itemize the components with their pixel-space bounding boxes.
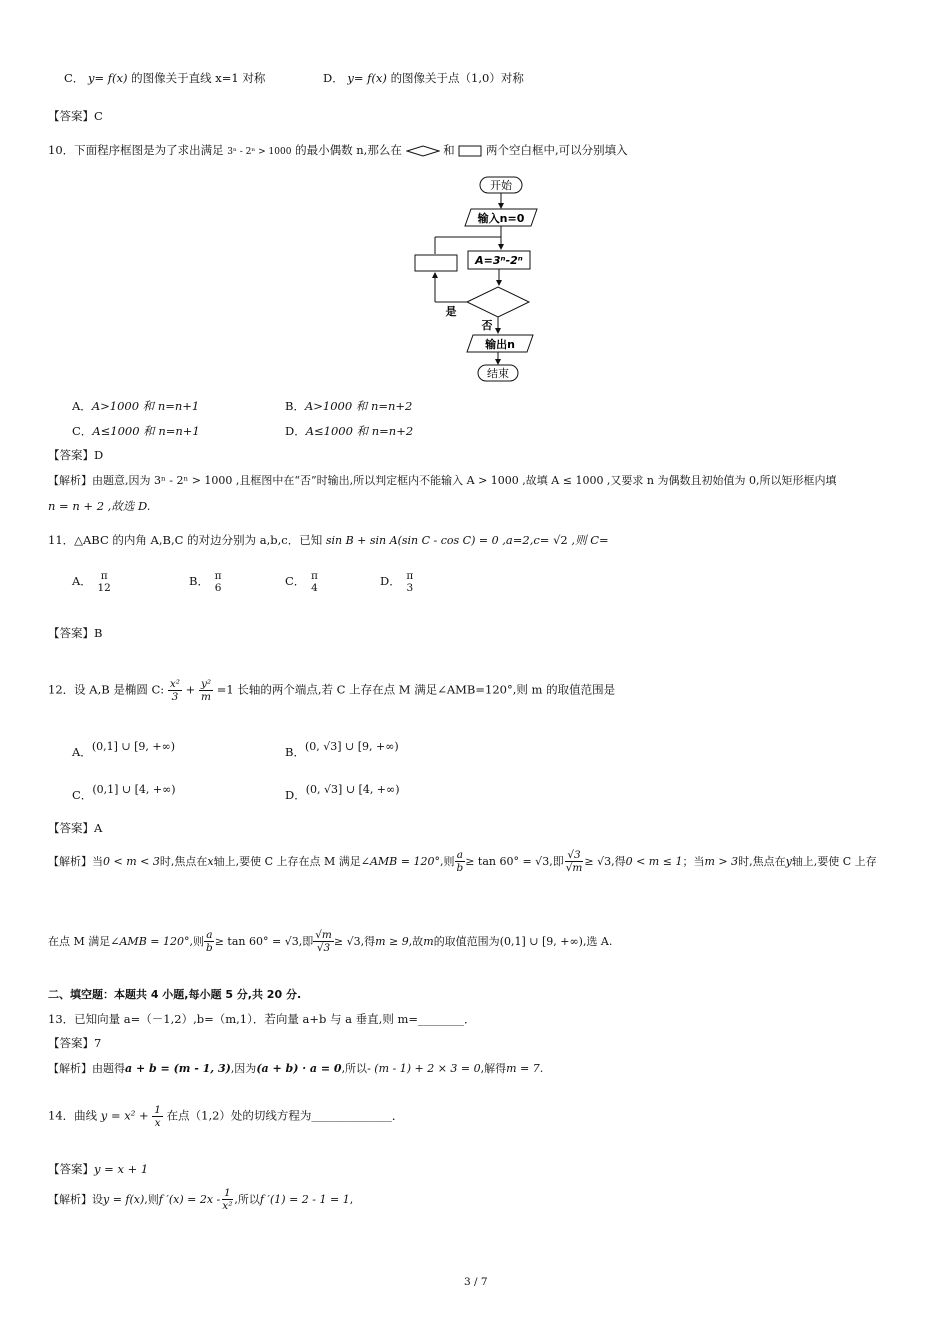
flow-decision xyxy=(467,287,529,317)
q11-option-c: C． π 4 xyxy=(285,570,318,595)
flow-input-label: 输入n=0 xyxy=(477,212,525,225)
math-expr: 3ⁿ - 2ⁿ > 1000 xyxy=(227,147,292,157)
math-expr: y= f(x) xyxy=(347,71,387,85)
q10-option-b: B．A>1000 和 n=n+2 xyxy=(285,399,413,413)
q11-option-d: D． π 3 xyxy=(380,570,414,595)
q12-option-c: C．(0,1] ∪ [4, +∞) xyxy=(72,783,176,802)
rectangle-shape-icon xyxy=(458,145,482,157)
page-number: 3 / 7 xyxy=(464,1276,488,1288)
q12-answer: 【答案】A xyxy=(48,821,103,835)
fraction: $\frac{a}{b}$ xyxy=(205,929,213,955)
q12-analysis-line1: 【解析】当0 < m < 3时,焦点在x轴上,要使 C 上存在点 M 满足∠AMB = 120°,则 $\frac{a}{b}$ ≥ tan 60° = √3,即 $\frac{√3}{√m}$ ≥ √3,得0 < m ≤ 1；当m > 3时,焦点在y轴上,要使 C 上存 xyxy=(48,849,877,875)
q13-analysis: 【解析】由题得a + b = (m - 1, 3),因为(a + b) · a = 0,所以- (m - 1) + 2 × 3 = 0,解得m = 7. xyxy=(48,1062,544,1075)
q13-answer: 【答案】7 xyxy=(48,1036,102,1050)
q14-answer: 【答案】y = x + 1 xyxy=(48,1162,149,1176)
q9-option-c xyxy=(64,72,265,86)
q10-analysis-line1: 【解析】由题意,因为 3ⁿ - 2ⁿ > 1000 ,且框图中在“否”时输出,所以判定框内不能输入 A > 1000 ,故填 A ≤ 1000 ,又要求 n 为偶数且初始值为 0,所以矩形框内填 xyxy=(48,474,837,487)
math-expr: √2 xyxy=(553,533,568,547)
q12-option-b: B．(0, √3] ∪ [9, +∞) xyxy=(285,740,399,759)
q9-option-d xyxy=(323,72,524,86)
fraction: $\frac{\text{y²}}{m}$ xyxy=(200,678,212,704)
section-heading: 二、填空题：本题共 4 小题,每小题 5 分,共 20 分. xyxy=(48,988,302,1001)
q11-option-b: B． π 6 xyxy=(189,570,222,595)
fraction: $\frac{1}{\text{x²}}$ xyxy=(222,1187,233,1213)
q11-stem: 11．△ABC 的内角 A,B,C 的对边分别为 a,b,c．已知 sin B + sin A(sin C - cos C) = 0 ,a=2,c= √2 ,则 C= xyxy=(48,533,609,547)
q14-stem: 14．曲线 y = x² + $\frac{1}{x}$ 在点（1,2）处的切线方程为______________． xyxy=(48,1104,404,1130)
q10-option-d: D．A≤1000 和 n=n+2 xyxy=(285,424,414,438)
q10-analysis-line2: n = n + 2 ,故选 D. xyxy=(48,499,151,513)
q11-option-a: A． π 12 xyxy=(72,570,111,595)
q12-option-d: D．(0, √3] ∪ [4, +∞) xyxy=(285,783,400,802)
q12-option-a: A．(0,1] ∪ [9, +∞) xyxy=(72,740,176,759)
option-label: C． xyxy=(64,71,85,85)
flow-no-label: 否 xyxy=(481,319,493,332)
flow-end-label: 结束 xyxy=(487,367,509,380)
option-text: 的图像关于直线 x=1 对称 xyxy=(131,71,266,85)
flow-blank-rect xyxy=(415,255,457,271)
fraction: $\frac{a}{b}$ xyxy=(456,849,464,875)
flow-yes-label: 是 xyxy=(445,305,457,318)
q12-analysis-line2: 在点 M 满足∠AMB = 120°,则 $\frac{a}{b}$ ≥ tan 60° = √3,即 $\frac{√m}{√3}$ ≥ √3,得m ≥ 9,故m的取值范围为(0,1] ∪ [9, +∞),选 A. xyxy=(48,929,613,955)
math-expr: y= f(x) xyxy=(87,71,128,85)
q9-answer: 【答案】C xyxy=(48,109,103,123)
flow-output-label: 输出n xyxy=(485,338,515,351)
fraction: $\frac{√m}{√3}$ xyxy=(315,929,332,955)
fraction: π 3 xyxy=(406,570,414,595)
q10-option-c: C．A≤1000 和 n=n+1 xyxy=(72,424,200,438)
q10-option-a: A．A>1000 和 n=n+1 xyxy=(72,399,200,413)
q10-answer: 【答案】D xyxy=(48,448,104,462)
fraction: $\frac{√3}{√m}$ xyxy=(565,849,583,875)
flow-assign-label: A=3ⁿ-2ⁿ xyxy=(475,254,523,267)
flow-start-label: 开始 xyxy=(490,179,512,192)
diamond-shape-icon xyxy=(406,145,440,157)
fraction: π 4 xyxy=(310,570,318,595)
q12-stem: 12．设 A,B 是椭圆 C: $\frac{\text{x²}}{3}$ + $\frac{\text{y²}}{m}$ =1 长轴的两个端点,若 C 上存在点 M 满足∠AMB=120°,则 m 的取值范围是 xyxy=(48,678,616,704)
option-text: 的图像关于点（1,0）对称 xyxy=(390,71,524,85)
math-expr: sin B + sin A(sin C - cos C) = 0 xyxy=(325,534,499,547)
fraction: $\frac{\text{x²}}{3}$ xyxy=(169,678,180,704)
fraction: π 6 xyxy=(214,570,222,595)
q11-answer: 【答案】B xyxy=(48,626,103,640)
option-label: D． xyxy=(323,71,344,85)
q10-stem: 10．下面程序框图是为了求出满足 3ⁿ - 2ⁿ > 1000 的最小偶数 n,那么在 和 两个空白框中,可以分别填入 xyxy=(48,143,628,157)
flowchart xyxy=(405,170,555,390)
fraction: $\frac{1}{x}$ xyxy=(154,1104,161,1130)
fraction: π 12 xyxy=(97,570,111,595)
q13-stem: 13．已知向量 a=（－1,2）,b=（m,1）．若向量 a+b 与 a 垂直,则 m=________． xyxy=(48,1012,476,1026)
q14-analysis: 【解析】设y = f(x),则f ′(x) = 2x - $\frac{1}{\text{x²}}$ ,所以f ′(1) = 2 - 1 = 1, xyxy=(48,1187,354,1213)
